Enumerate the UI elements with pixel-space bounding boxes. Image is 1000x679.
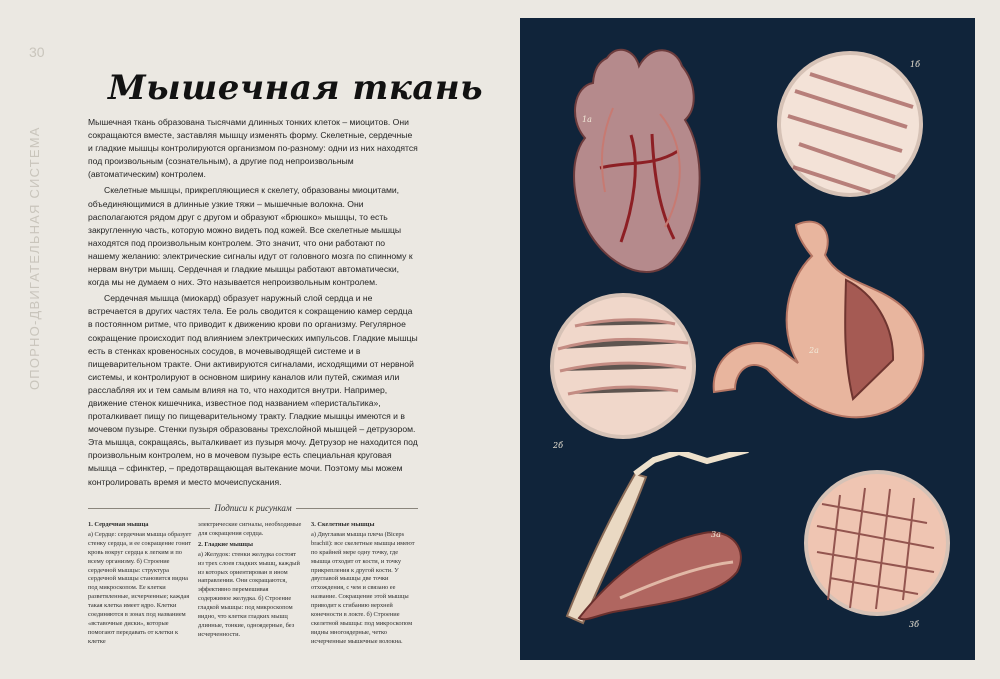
caption-title-2: 2. Гладкие мышцы (198, 540, 253, 548)
label-3a: 3а (711, 530, 721, 539)
smooth-micro-circle (548, 291, 698, 441)
skeletal-micro-circle (802, 468, 952, 618)
caption-title-3: 3. Скелетные мышцы (311, 521, 375, 528)
label-2a: 2а (809, 346, 819, 355)
label-1a: 1а (582, 115, 592, 124)
cardiac-micro-circle (775, 49, 925, 199)
body-paragraph-3: Сердечная мышца (миокард) образует наружный слой сердца и не встречается в других частях тела. Ее роль сводится к сокращению камер сердца в постоянном ритме, что приводит к движению крови по организму. Регулярное сокращение происходит под влиянием электрических импульсов. Гладкие мышцы есть в стенках кровеносных сосудов, в мочевыводящей системе и в пищеварительном тракте. Они активируются сигналами, исходящими от нервной системы, и контролируют в основном ширину каналов или путей, сжимая или расслабляя их и тем самым влияя на то, что находится внутри. Например, движение стенок кишечника, известное под названием «перистальтика», проталкивает пищу по пищеварительному тракту. Гладкие мышцы имеются и в мочевом пузыре. Стенки пузыря образованы трехслойной мышцей – детрузором. Эта мышца, сокращаясь, выталкивает из пузыря мочу. Детрузор не находится под произвольным контролем, но в мочевом пузыре есть специальная круговая мышца – сфинктер, – предотвращающая вытекание мочи. Поэтому мы можем контролировать время и место мочеиспускания. (88, 293, 418, 487)
arm-illustration (552, 452, 797, 637)
label-2b: 2б (553, 441, 563, 450)
caption-column-1 (88, 521, 192, 649)
stomach-illustration (700, 212, 955, 422)
caption-lead-2: электрические сигналы, необходимые для сокращения сердца. (198, 521, 302, 537)
captions-heading-text: Подписи к рисункам (210, 503, 295, 513)
heart-illustration (557, 38, 717, 293)
caption-text-2: а) Желудок: стенки желудка состоят из трех слоев гладких мышц, каждый из которых ориентирован в ином направлении. Они сокращаются, эффективно перемешивая содержимое желудка. б) Строение гладкой мышцы: под микроскопом видно, что клетки гладких мышц длинные, тонкие, одноядерные, без исчерченности. (198, 550, 300, 638)
caption-text-1: а) Сердце: сердечная мышца образует стенку сердца, и ее сокращение гонит кровь вокруг сердца к легким и по всему организму. б) Строение сердечной мышцы: структура сердечной мышцы становится видна под микроскопом. Ее клетки разветвленные, исчерченные; каждая такая клетка имеет ядро. Клетки соединяются в зонах под названием «вставочные диски», которые помогают передавать от клетки к клетке (88, 530, 192, 645)
body-paragraph-2: Скелетные мышцы, прикрепляющиеся к скелету, образованы миоцитами, объединяющимися в длинные узкие тяжи – мышечные волокна. Они располагаются рядом друг с другом и образуют «брюшко» мышцы, то есть закругленную часть, которую можно видеть под кожей. Все скелетные мышцы находятся под произвольным контролем. Это значит, что они работают по нашему желанию: электрические сигналы идут от головного мозга по спинному к нервам внутри мышц. Сердечная и гладкие мышцы работают автоматически, когда мы не думаем о них. Это называется непроизвольным контролем. (88, 185, 413, 288)
main-text (88, 116, 418, 492)
page-number: 30 (29, 44, 45, 60)
caption-title-1: 1. Сердечная мышца (88, 521, 149, 528)
label-1b: 1б (910, 60, 920, 69)
caption-text-3: а) Двуглавая мышца плеча (Biceps brachii): все скелетные мышцы имеют по крайней мере одну точку, где мышца отходит от кости, и точку прикрепления к другой кости. У двуглавой мышцы две точки отхождения, с чем и связано ее название. Сокращение этой мышцы приводит к сгибанию верхней конечности в локте. б) Строение скелетной мышцы: под микроскопом видны многоядерные, четко исчерченные мышечные волокна. (311, 530, 415, 645)
captions-heading (88, 503, 418, 515)
page-title: Мышечная ткань (108, 68, 484, 108)
caption-column-3 (311, 521, 415, 649)
section-side-title: ОПОРНО-ДВИГАТЕЛЬНАЯ СИСТЕМА (27, 126, 42, 390)
caption-column-2 (198, 521, 302, 642)
label-3b: 3б (909, 620, 919, 629)
body-paragraph-1: Мышечная ткань образована тысячами длинных тонких клеток – миоцитов. Они сокращаются вместе, заставляя мышцу изменять форму. Скелетные, сердечные и гладкие мышцы контролируются организмом по-разному: одни из них находятся под произвольным (сознательным), а другие под непроизвольным (автоматическим) контролем. (88, 117, 418, 180)
